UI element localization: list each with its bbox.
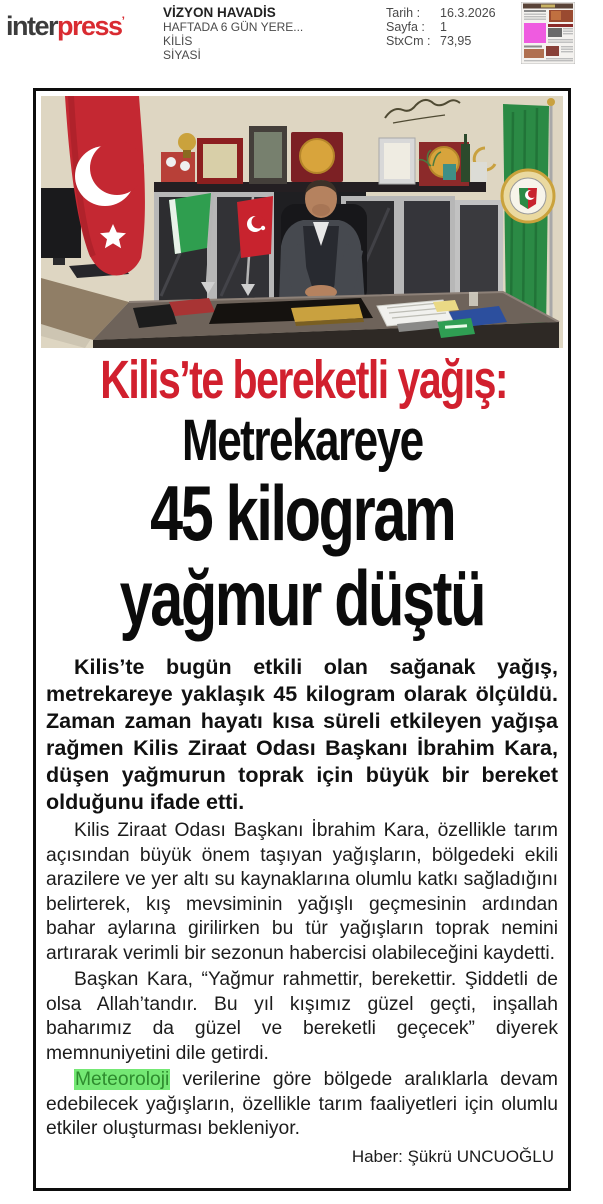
publication-name: VİZYON HAVADİS [163,5,276,20]
meta-value: 73,95 [440,34,472,48]
headline-kicker [36,350,568,410]
body-paragraph: Başkan Kara, “Yağmur rahmettir, berekettir. Şiddetli de olsa Allah’tandır. Bu yıl kışımız güzel geçti, inşallah baharımız da güzel ve bereketli geçecek” diyerek memnuniyetini dile getirdi. [46,969,558,1064]
publication-city: KİLİS [163,34,193,48]
headline-line-2 [36,469,568,557]
meta-value: 1 [440,20,447,34]
search-term-highlight: Meteoroloji [75,1069,170,1090]
headline-line-1 [36,410,568,472]
publication-frequency: HAFTADA 6 GÜN YERE... [163,20,304,34]
article-body [36,654,568,1167]
meta-row-stxcm [386,34,496,48]
logo-mark: ’ [121,14,125,28]
publication-info [163,6,303,62]
body-paragraph: Kilis Ziraat Odası Başkanı İbrahim Kara, özellikle tarım açısından büyük önem taşıyan yağışların, bölgedeki ekili arazilere ve yer altı su kaynaklarına olumlu katkı sağladığını belirterek, kış mevsiminin yağışlı geçmesinin ardından bahar aylarına girilirken bu tür yağışların toprak nemini artırarak verimli bir sezonun habercisi olabileceğini kaydetti. [46,820,558,964]
newspaper-page-thumbnail[interactable] [521,2,575,64]
meta-label: StxCm : [386,34,431,48]
meta-label: Tarih : [386,6,421,20]
body-paragraph-rest: verilerine göre bölgede aralıklarla devam edebilecek yağışların, özellikle tarım faaliyetleri için olumlu etkiler oluşturması bekleniyor. [46,1069,558,1139]
meta-row-page [386,20,496,34]
meta-row-date [386,6,496,20]
headline-line-3 [36,554,568,642]
meta-label: Sayfa : [386,20,425,34]
headline-kicker-text: Kilis’te bereketli yağış: [100,350,508,410]
headline-line-3-text: yağmur düştü [119,554,485,642]
logo-part-press: press [57,11,122,41]
thumb-article-highlight [524,23,546,43]
article-photo [41,96,563,348]
logo-part-inter: inter [6,11,58,41]
byline: Haber: Şükrü UNCUOĞLU [351,1146,554,1166]
article-clipping-box [33,88,571,1191]
clipping-meta [386,6,496,48]
lead-paragraph: Kilis’te bugün etkili olan sağanak yağış, metrekareye yaklaşık 45 kilogram olarak ölçüldü. Zaman zaman hayatı kısa süreli etkileyen yağışa rağmen Kilis Ziraat Odası Başkanı İbrahim Kara, düşen yağmurun toprak için büyük bir bereket olduğunu ifade etti. [46,655,558,814]
interpress-logo [6,8,125,40]
headline-line-2-text: 45 kilogram [149,469,455,557]
body-paragraph-highlighted [46,1068,558,1142]
clipping-header [0,0,603,80]
headline-line-1-text: Metrekareye [181,408,423,473]
meta-value: 16.3.2026 [440,6,496,20]
publication-category: SİYASİ [163,48,201,62]
